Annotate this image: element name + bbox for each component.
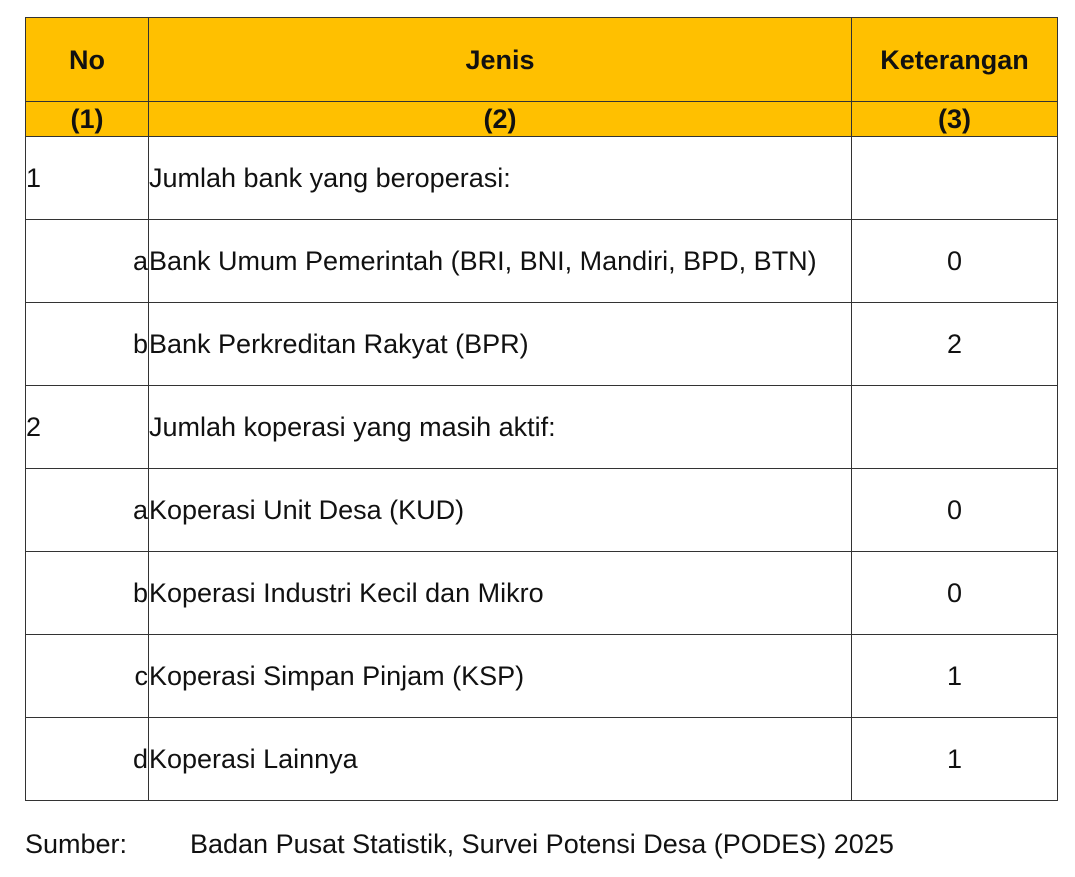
column-number-keterangan: (3) (852, 102, 1058, 137)
row-jenis: Jumlah bank yang beroperasi: (149, 137, 852, 220)
table-row (26, 635, 1058, 718)
row-no: c (26, 635, 149, 718)
row-keterangan: 0 (852, 220, 1058, 303)
column-number-no: (1) (26, 102, 149, 137)
row-keterangan: 1 (852, 718, 1058, 801)
table-row (26, 303, 1058, 386)
column-number-jenis: (2) (149, 102, 852, 137)
row-keterangan (852, 386, 1058, 469)
row-no: 2 (26, 386, 149, 469)
row-jenis: Koperasi Lainnya (149, 718, 852, 801)
table-row (26, 220, 1058, 303)
table-row (26, 718, 1058, 801)
header-row (26, 18, 1058, 102)
row-jenis: Bank Perkreditan Rakyat (BPR) (149, 303, 852, 386)
row-no: b (26, 303, 149, 386)
row-jenis: Koperasi Industri Kecil dan Mikro (149, 552, 852, 635)
row-no: 1 (26, 137, 149, 220)
row-no: a (26, 469, 149, 552)
row-keterangan: 0 (852, 469, 1058, 552)
table-row (26, 386, 1058, 469)
row-keterangan (852, 137, 1058, 220)
source-label: Sumber: (25, 829, 128, 859)
row-jenis: Jumlah koperasi yang masih aktif: (149, 386, 852, 469)
row-no: b (26, 552, 149, 635)
row-no: a (26, 220, 149, 303)
row-keterangan: 1 (852, 635, 1058, 718)
row-keterangan: 2 (852, 303, 1058, 386)
table-row (26, 137, 1058, 220)
row-jenis: Koperasi Unit Desa (KUD) (149, 469, 852, 552)
row-keterangan: 0 (852, 552, 1058, 635)
column-number-row (26, 102, 1058, 137)
table-header (26, 18, 1058, 137)
source-note (25, 828, 894, 860)
row-jenis: Bank Umum Pemerintah (BRI, BNI, Mandiri, BPD, BTN) (149, 220, 852, 303)
header-keterangan: Keterangan (852, 18, 1058, 102)
header-no: No (26, 18, 149, 102)
table-body (26, 137, 1058, 801)
source-text: Badan Pusat Statistik, Survei Potensi Desa (PODES) 2025 (190, 829, 894, 859)
table-row (26, 552, 1058, 635)
header-jenis: Jenis (149, 18, 852, 102)
row-no: d (26, 718, 149, 801)
table-row (26, 469, 1058, 552)
row-jenis: Koperasi Simpan Pinjam (KSP) (149, 635, 852, 718)
data-table (25, 17, 1058, 801)
